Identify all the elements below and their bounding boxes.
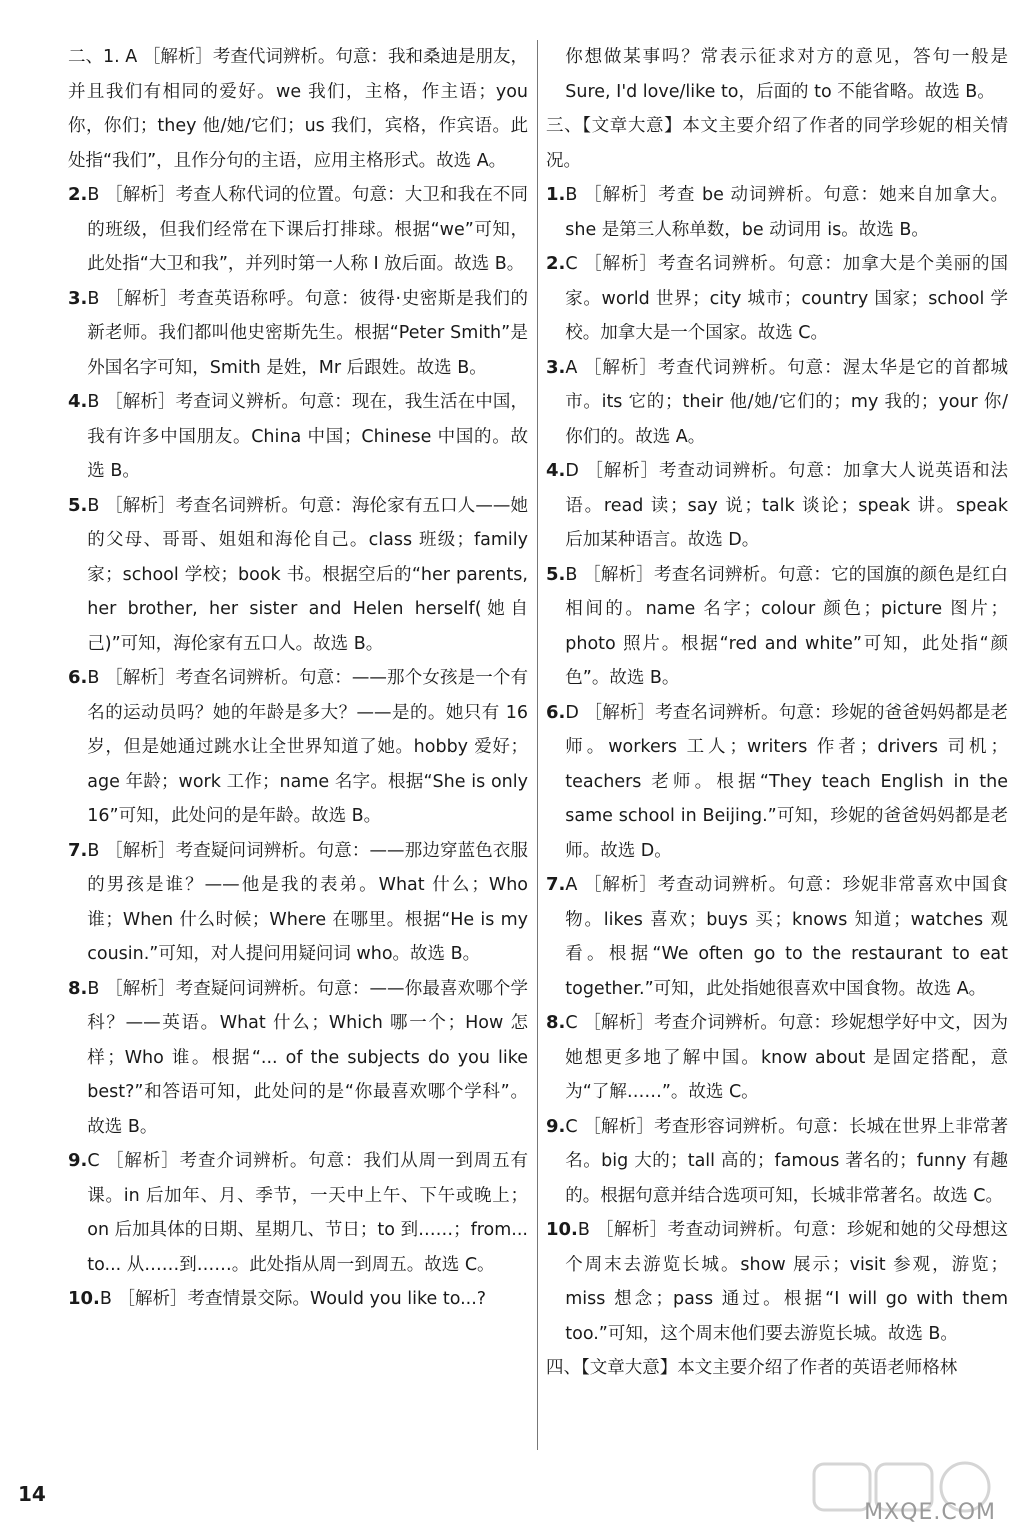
item-number: 6. <box>546 701 566 723</box>
item-number: 4. <box>546 460 566 481</box>
item-number: 2. <box>546 253 566 274</box>
answer-item-5 <box>68 489 528 662</box>
item-text: A ［解析］考查代词辨析。句意：渥太华是它的首都城市。its 它的；their 他/她/它们的；my 我的；your 你/你们的。故选 A。 <box>565 357 1008 447</box>
item-text: B ［解析］考查词义辨析。句意：现在，我生活在中国，我有许多中国朋友。China 中国；Chinese 中国的。故选 B。 <box>87 392 528 481</box>
item-text: C ［解析］考查介词辨析。句意：我们从周一到周五有课。in 后加年、月、季节，一天中上午、下午或晚上；on 后加具体的日期、星期几、节日；to 到……；from... to... 从……到……。此处指从周一到周五。故选 C。 <box>87 1151 528 1275</box>
item-number: 7. <box>68 839 88 861</box>
answer-item-8 <box>68 972 528 1145</box>
answer-item-5 <box>546 558 1008 696</box>
item-text: D ［解析］考查动词辨析。句意：加拿大人说英语和法语。read 读；say 说；talk 谈论；speak 讲。speak 后加某种语言。故选 D。 <box>565 461 1008 550</box>
item-number: 8. <box>546 1012 566 1033</box>
answer-item-7 <box>68 834 528 972</box>
watermark-text: MXQE.COM <box>864 1500 996 1525</box>
column-divider <box>537 40 538 1450</box>
answer-item-2 <box>546 247 1008 351</box>
answer-item-1 <box>546 178 1008 247</box>
item-number: 10. <box>68 1288 100 1309</box>
item-text: B ［解析］考查情景交际。Would you like to...? <box>99 1289 487 1309</box>
continued-text: 你想做某事吗？常表示征求对方的意见，答句一般是 Sure, I'd love/like to，后面的 to 不能省略。故选 B。 <box>565 47 1008 102</box>
item-number: 3. <box>68 287 88 309</box>
answer-item-2 <box>68 178 528 282</box>
answer-item-4 <box>546 454 1008 558</box>
item-number: 4. <box>68 391 88 412</box>
item-number: 9. <box>546 1115 566 1137</box>
answer-item-7 <box>546 868 1008 1006</box>
item-number: 9. <box>68 1150 88 1171</box>
answer-item-9 <box>68 1144 528 1282</box>
answer-item-8 <box>546 1006 1008 1110</box>
item-number: 5. <box>546 563 566 585</box>
answer-item-6 <box>546 696 1008 869</box>
item-text: B ［解析］考查人称代词的位置。句意：大卫和我在不同的班级，但我们经常在下课后打排球。根据“we”可知，此处指“大卫和我”，并列时第一人称 I 放后面。故选 B。 <box>87 185 528 274</box>
left-column <box>68 40 528 1317</box>
answer-item-4 <box>68 385 528 489</box>
section-heading: 四、【文章大意】本文主要介绍了作者的英语老师格林 <box>546 1358 958 1378</box>
answer-item-10 <box>546 1213 1008 1351</box>
item-text: B ［解析］考查动词辨析。句意：珍妮和她的父母想这个周末去游览长城。show 展示；visit 参观，游览；miss 想念；pass 通过。根据“I will go with them too.”可知，这个周末他们要去游览长城。故选 B。 <box>565 1220 1008 1344</box>
answer-item-9 <box>546 1110 1008 1214</box>
answer-item-6 <box>68 661 528 834</box>
item-number: 5. <box>68 494 88 516</box>
item-text: B ［解析］考查名词辨析。句意：——那个女孩是一个有名的运动员吗？她的年龄是多大？——是的。她只有 16 岁，但是她通过跳水让全世界知道了她。hobby 爱好；age 年龄；work 工作；name 名字。根据“She is only 16”可知，此处问的是年龄。故选 B。 <box>87 668 528 826</box>
item-text: B ［解析］考查英语称呼。句意：彼得·史密斯是我们的新老师。我们都叫他史密斯先生。根据“Peter Smith”是外国名字可知，Smith 是姓，Mr 后跟姓。故选 B。 <box>87 288 528 378</box>
item-text: C ［解析］考查介词辨析。句意：珍妮想学好中文，因为她想更多地了解中国。know about 是固定搭配，意为“了解……”。故选 C。 <box>565 1013 1008 1102</box>
item-text: C ［解析］考查形容词辨析。句意：长城在世界上非常著名。big 大的；tall 高的；famous 著名的；funny 有趣的。根据句意并结合选项可知，长城非常著名。故选 C。 <box>565 1116 1008 1206</box>
item-text: B ［解析］考查名词辨析。句意：它的国旗的颜色是红白相间的。name 名字；colour 颜色；picture 图片；photo 照片。根据“red and white”可知，此处指“颜色”。故选 B。 <box>565 564 1008 688</box>
section-heading: 二、1. A ［解析］考查代词辨析。句意：我和桑迪是朋友，并且我们有相同的爱好。we 我们，主格，作主语；you 你，你们；they 他/她/它们；us 我们，宾格，作宾语。此处指“我们”，且作分句的主语，应用主格形式。故选 A。 <box>68 47 528 171</box>
item-number: 3. <box>546 356 566 378</box>
item-number: 6. <box>68 667 88 688</box>
right-column <box>546 40 1008 1386</box>
item-number: 10. <box>546 1219 578 1240</box>
item-number: 2. <box>68 184 88 205</box>
item-text: D ［解析］考查名词辨析。句意：珍妮的爸爸妈妈都是老师。workers 工人；writers 作者；drivers 司机；teachers 老师。根据“They teach English in the same school in Beijing.”可知，珍妮的爸爸妈妈都是老师。故选 D。 <box>565 702 1008 861</box>
answer-item-10 <box>68 1282 528 1317</box>
answer-item-3 <box>546 351 1008 455</box>
section-heading: 三、【文章大意】本文主要介绍了作者的同学珍妮的相关情况。 <box>546 116 1008 171</box>
answer-item-3 <box>68 282 528 386</box>
item-text: B ［解析］考查 be 动词辨析。句意：她来自加拿大。she 是第三人称单数，be 动词用 is。故选 B。 <box>565 185 1008 240</box>
page-number: 14 <box>18 1482 46 1506</box>
item-number: 1. <box>546 184 566 205</box>
item-text: B ［解析］考查疑问词辨析。句意：——你最喜欢哪个学科？——英语。What 什么；Which 哪一个；How 怎样；Who 谁。根据“... of the subjects do you like best?”和答语可知，此处问的是“你最喜欢哪个学科”。故选 B。 <box>87 978 528 1137</box>
item-text: A ［解析］考查动词辨析。句意：珍妮非常喜欢中国食物。likes 喜欢；buys 买；knows 知道；watches 观看。根据“We often go to the restaurant to eat together.”可知，此处指她很喜欢中国食物。故选 A。 <box>565 875 1008 999</box>
item-text: B ［解析］考查名词辨析。句意：海伦家有五口人——她的父母、哥哥、姐姐和海伦自己。class 班级；family 家；school 学校；book 书。根据空后的“her parents, her brother, her sister and Helen herself(她自己)”可知，海伦家有五口人。故选 B。 <box>87 495 528 654</box>
item-number: 7. <box>546 874 566 895</box>
item-text: B ［解析］考查疑问词辨析。句意：——那边穿蓝色衣服的男孩是谁？——他是我的表弟。What 什么；Who 谁；When 什么时候；Where 在哪里。根据“He is my cousin.”可知，对人提问用疑问词 who。故选 B。 <box>87 840 528 964</box>
item-number: 8. <box>68 977 88 999</box>
item-text: C ［解析］考查名词辨析。句意：加拿大是个美丽的国家。world 世界；city 城市；country 国家；school 学校。加拿大是一个国家。故选 C。 <box>565 254 1008 343</box>
